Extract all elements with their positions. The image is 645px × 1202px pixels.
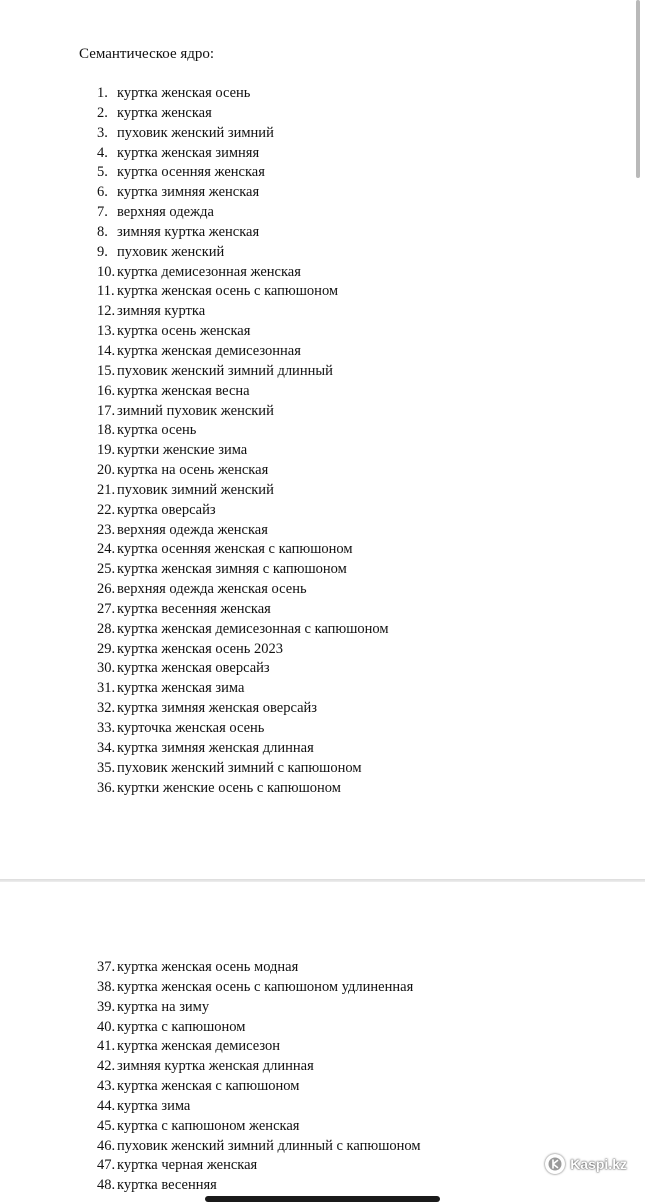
list-item-text: куртка оверсайз xyxy=(117,501,216,518)
list-item xyxy=(97,441,389,461)
list-item xyxy=(97,124,389,144)
list-item-number: 38. xyxy=(97,978,116,995)
list-item-text: зимняя куртка xyxy=(117,303,206,320)
keyword-list-page-2 xyxy=(97,958,421,1196)
list-item-number: 16. xyxy=(97,382,116,399)
list-item-text: куртки женские зима xyxy=(117,442,248,459)
list-item-number: 8. xyxy=(97,223,108,240)
kaspi-watermark xyxy=(545,1153,627,1175)
list-item-text: пуховик женский зимний с капюшоном xyxy=(117,759,362,776)
list-item-number: 10. xyxy=(97,263,116,280)
list-item xyxy=(97,600,389,620)
list-item-text: пуховик женский зимний длинный с капюшоном xyxy=(117,1137,421,1154)
list-item-text: куртка зимняя женская xyxy=(117,184,260,201)
list-item-number: 44. xyxy=(97,1097,116,1114)
list-item-text: куртка женская осень xyxy=(117,85,251,101)
list-item-number: 22. xyxy=(97,501,116,518)
list-item-text: куртка женская зимняя xyxy=(117,144,260,161)
list-item xyxy=(97,203,389,223)
list-item xyxy=(97,1018,421,1038)
list-item-number: 19. xyxy=(97,442,116,459)
list-item xyxy=(97,282,389,302)
list-item xyxy=(97,1176,421,1196)
list-item xyxy=(97,302,389,322)
list-item-number: 43. xyxy=(97,1078,116,1095)
list-item-text: зимняя куртка женская длинная xyxy=(117,1058,314,1075)
list-item-number: 29. xyxy=(97,640,116,657)
list-item xyxy=(97,659,389,679)
list-item-text: куртка с капюшоном женская xyxy=(117,1117,300,1134)
list-item-text: пуховик зимний женский xyxy=(117,481,274,498)
list-item-number: 13. xyxy=(97,323,116,340)
list-item-number: 30. xyxy=(97,660,116,677)
list-item-text: куртка на зиму xyxy=(117,998,210,1015)
list-item xyxy=(97,362,389,382)
kaspi-logo-icon xyxy=(545,1154,565,1174)
list-item-text: верхняя одежда xyxy=(117,204,214,221)
list-item-number: 33. xyxy=(97,720,116,736)
list-item xyxy=(97,243,389,263)
list-item-text: верхняя одежда женская осень xyxy=(117,581,307,598)
list-item-text: куртка женская осень модная xyxy=(117,959,299,975)
list-item-number: 9. xyxy=(97,243,108,260)
list-item xyxy=(97,1077,421,1097)
document-heading: Семантическое ядро: xyxy=(79,46,215,62)
list-item-text: куртка осенняя женская xyxy=(117,164,265,181)
list-item-text: куртки женские осень с капюшоном xyxy=(117,779,341,796)
list-item-number: 45. xyxy=(97,1117,116,1134)
list-item xyxy=(97,461,389,481)
list-item-text: куртка на осень женская xyxy=(117,462,269,479)
list-item xyxy=(97,699,389,719)
scrollbar[interactable] xyxy=(636,0,640,178)
list-item xyxy=(97,1117,421,1137)
list-item-number: 14. xyxy=(97,342,116,359)
list-item-text: куртка весенняя xyxy=(117,1177,217,1194)
list-item-number: 7. xyxy=(97,204,108,221)
list-item xyxy=(97,84,389,104)
list-item-number: 39. xyxy=(97,998,116,1015)
list-item-text: куртка женская весна xyxy=(117,382,250,399)
list-item-number: 23. xyxy=(97,521,116,538)
list-item-number: 12. xyxy=(97,303,116,320)
list-item xyxy=(97,1057,421,1077)
list-item-number: 40. xyxy=(97,1018,116,1035)
home-indicator[interactable] xyxy=(205,1196,440,1202)
list-item xyxy=(97,402,389,422)
list-item xyxy=(97,620,389,640)
list-item xyxy=(97,382,389,402)
list-item-number: 17. xyxy=(97,402,116,419)
list-item xyxy=(97,719,389,739)
list-item-text: куртка женская осень 2023 xyxy=(117,640,284,657)
list-item xyxy=(97,501,389,521)
list-item-text: куртка женская xyxy=(117,104,212,121)
list-item xyxy=(97,679,389,699)
list-item-text: куртка весенняя женская xyxy=(117,600,271,617)
list-item-number: 35. xyxy=(97,759,116,776)
list-item-text: зимняя куртка женская xyxy=(117,223,260,240)
list-item-text: куртка женская зимняя с капюшоном xyxy=(117,561,347,578)
list-item-number: 41. xyxy=(97,1038,116,1055)
list-item xyxy=(97,1037,421,1057)
list-item-number: 18. xyxy=(97,422,116,439)
list-item xyxy=(97,144,389,164)
list-item xyxy=(97,998,421,1018)
list-item-number: 28. xyxy=(97,620,116,637)
list-item xyxy=(97,421,389,441)
list-item xyxy=(97,1097,421,1117)
list-item xyxy=(97,163,389,183)
list-item xyxy=(97,322,389,342)
list-item xyxy=(97,1137,421,1157)
list-item-number: 25. xyxy=(97,561,116,578)
list-item xyxy=(97,540,389,560)
list-item-text: куртка женская с капюшоном xyxy=(117,1078,300,1095)
list-item xyxy=(97,481,389,501)
list-item-text: пуховик женский зимний xyxy=(117,124,274,141)
list-item-text: верхняя одежда женская xyxy=(117,521,268,538)
list-item xyxy=(97,521,389,541)
list-item-number: 27. xyxy=(97,600,116,617)
keyword-list-page-1 xyxy=(97,84,389,798)
list-item-text: куртка осень xyxy=(117,422,197,439)
list-item-number: 34. xyxy=(97,739,116,756)
list-item xyxy=(97,223,389,243)
list-item-text: зимний пуховик женский xyxy=(117,402,274,419)
list-item xyxy=(97,1156,421,1176)
list-item-text: куртка зимняя женская оверсайз xyxy=(117,700,318,717)
list-item-number: 26. xyxy=(97,581,116,598)
list-item-text: куртка зимняя женская длинная xyxy=(117,739,314,756)
list-item-text: куртка зима xyxy=(117,1097,191,1114)
list-item-number: 20. xyxy=(97,462,116,479)
list-item-number: 46. xyxy=(97,1137,116,1154)
list-item-number: 6. xyxy=(97,184,108,201)
list-item-text: куртка женская демисезонная xyxy=(117,342,301,359)
list-item-text: пуховик женский зимний длинный xyxy=(117,362,333,379)
list-item-number: 47. xyxy=(97,1157,116,1174)
list-item-text: куртка женская осень с капюшоном xyxy=(117,283,339,300)
list-item-number: 21. xyxy=(97,481,116,498)
list-item xyxy=(97,560,389,580)
list-item-text: куртка осень женская xyxy=(117,323,251,340)
list-item-text: курточка женская осень xyxy=(117,720,265,736)
list-item-number: 15. xyxy=(97,362,116,379)
list-item xyxy=(97,779,389,799)
list-item xyxy=(97,739,389,759)
list-item-text: куртка женская зима xyxy=(117,680,245,697)
list-item xyxy=(97,640,389,660)
list-item-text: куртка женская оверсайз xyxy=(117,660,270,677)
list-item-number: 5. xyxy=(97,164,108,181)
list-item xyxy=(97,342,389,362)
list-item-text: куртка женская демисезон xyxy=(117,1038,281,1055)
list-item-number: 3. xyxy=(97,124,108,141)
list-item xyxy=(97,580,389,600)
list-item-text: куртка с капюшоном xyxy=(117,1018,246,1035)
list-item-text: куртка женская демисезонная с капюшоном xyxy=(117,620,389,637)
list-item-text: пуховик женский xyxy=(117,243,225,260)
list-item-number: 32. xyxy=(97,700,116,717)
list-item-number: 4. xyxy=(97,144,108,161)
list-item xyxy=(97,978,421,998)
list-item-number: 48. xyxy=(97,1177,116,1194)
list-item-number: 37. xyxy=(97,959,116,975)
list-item-number: 11. xyxy=(97,283,115,300)
list-item-text: куртка черная женская xyxy=(117,1157,258,1174)
list-item-number: 36. xyxy=(97,779,116,796)
list-item xyxy=(97,183,389,203)
list-item-number: 24. xyxy=(97,541,116,558)
list-item-number: 42. xyxy=(97,1058,116,1075)
list-item xyxy=(97,759,389,779)
list-item-number: 2. xyxy=(97,104,108,121)
list-item xyxy=(97,263,389,283)
list-item-number: 1. xyxy=(97,85,108,101)
kaspi-label: Kaspi.kz xyxy=(570,1156,627,1172)
list-item-text: куртка осенняя женская с капюшоном xyxy=(117,541,353,558)
list-item xyxy=(97,104,389,124)
list-item-text: куртка женская осень с капюшоном удлиненная xyxy=(117,978,414,995)
list-item xyxy=(97,958,421,978)
list-item-number: 31. xyxy=(97,680,116,697)
list-item-text: куртка демисезонная женская xyxy=(117,263,301,280)
